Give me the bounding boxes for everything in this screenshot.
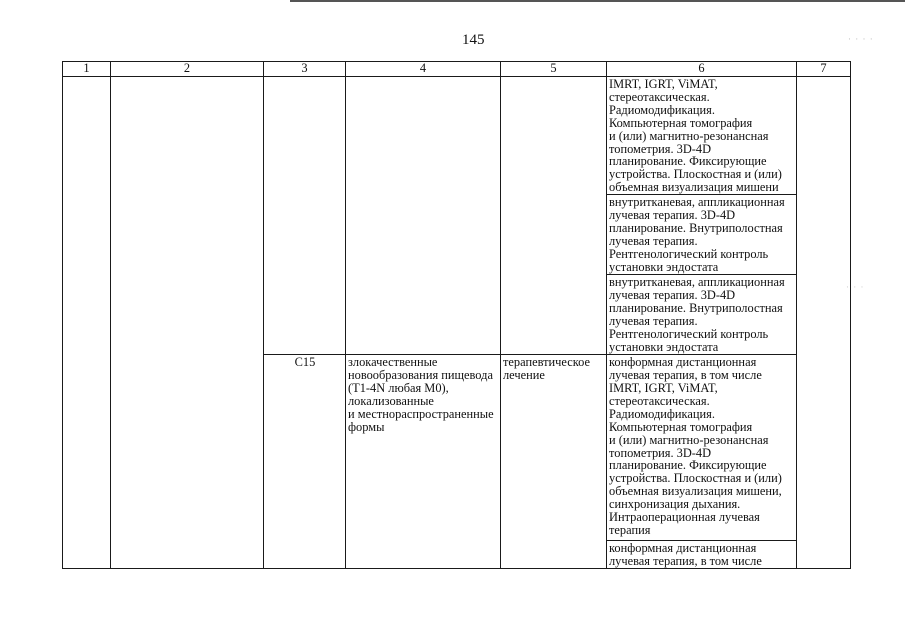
column-header: 6 [607,62,797,77]
table-header-row [63,62,851,77]
col7-cell [797,77,851,569]
column-header: 2 [111,62,264,77]
column-header: 1 [63,62,111,77]
diagnosis-description-cell: злокачественные новообразования пищевода (T1-4N любая M0), локализованные и местнораспространенные формы [346,355,501,569]
column-header: 5 [501,62,607,77]
scan-artifact-mark: · · · · [848,34,874,44]
top-border-line [290,0,905,2]
table-row [63,77,851,195]
treatment-type-cell: терапевтическое лечение [501,355,607,569]
col5-cell-empty [501,77,607,355]
method-cell: внутритканевая, аппликационная лучевая терапия. 3D-4D планирование. Внутриполостная лучевая терапия. Рентгенологический контроль установки эндостата [607,275,797,355]
scan-artifact-mark: · · · [846,282,865,292]
column-header: 3 [264,62,346,77]
column-header: 7 [797,62,851,77]
method-cell: IMRT, IGRT, ViMAT, стереотаксическая. Радиомодификация. Компьютерная томография и (или) магнитно-резонансная топометрия. 3D-4D планирование. Фиксирующие устройства. Плоскостная и (или) объемная визуализация мишени [607,77,797,195]
page-number: 145 [462,32,485,48]
method-cell: конформная дистанционная лучевая терапия, в том числе IMRT, IGRT, ViMAT, стереотаксическая. Радиомодификация. Компьютерная томография и (или) магнитно-резонансная топометрия. 3D-4D планирование. Фиксирующие устройства. Плоскостная и (или) объемная визуализация мишени, синхронизация дыхания. Интраоперационная лучевая терапия [607,355,797,541]
column-header: 4 [346,62,501,77]
method-cell: внутритканевая, аппликационная лучевая терапия. 3D-4D планирование. Внутриполостная лучевая терапия. Рентгенологический контроль установки эндостата [607,195,797,275]
method-cell: конформная дистанционная лучевая терапия, в том числе [607,541,797,569]
treatment-table [62,61,851,569]
diagnosis-code-cell: C15 [264,355,346,569]
col1-cell [63,77,111,569]
col3-cell-empty [264,77,346,355]
col2-cell [111,77,264,569]
col4-cell-empty [346,77,501,355]
